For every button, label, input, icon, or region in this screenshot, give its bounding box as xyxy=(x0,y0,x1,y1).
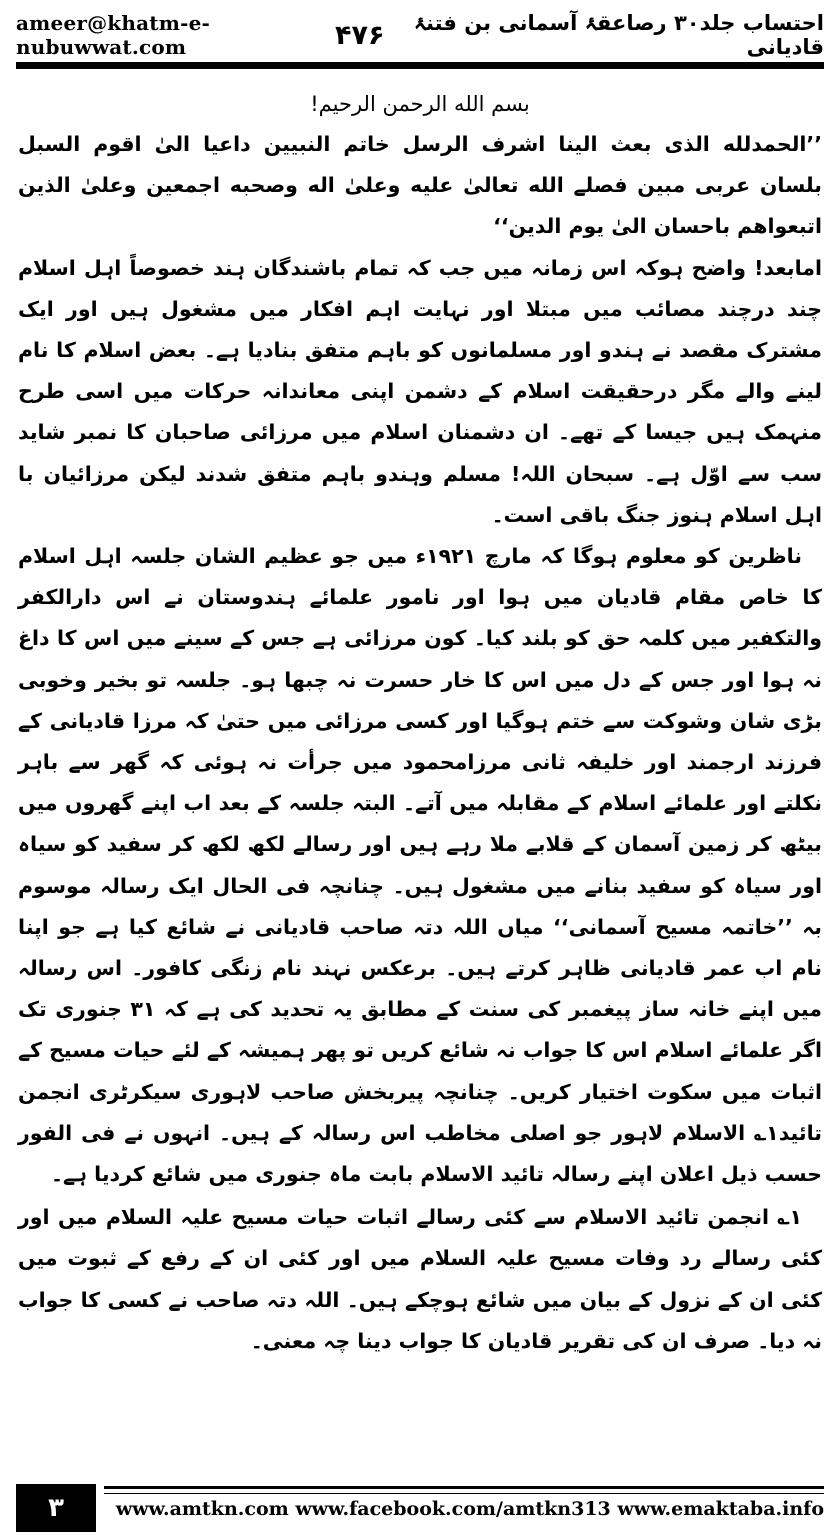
footer-links: www.amtkn.com www.facebook.com/amtkn313 www.emaktaba.info xyxy=(115,1498,824,1520)
page-body xyxy=(18,82,822,1362)
basmala: بسم الله الرحمن الرحیم! xyxy=(310,92,530,116)
header-rule xyxy=(16,62,824,69)
footer-rule-thick xyxy=(104,1486,824,1489)
footer-rule-thin xyxy=(104,1493,824,1494)
footer-page-number: ۳ xyxy=(16,1484,96,1532)
header-email: ameer@khatm-e-nubuwwat.com xyxy=(16,11,210,59)
header-title: احتساب جلد۳۰ رصاعقۂ آسمانی بن فتنۂ قادیانی xyxy=(413,11,824,59)
footnote: ۱؎ انجمن تائید الاسلام سے کئی رسالے اثبات حیات مسیح علیہ السلام میں اور کئی رسالے رد وفات مسیح علیہ السلام میں اور کئی ان کے رفع کے ثبوت میں کئی ان کے نزول کے بیان میں شائع ہوچکے ہیں۔ اللہ دتہ صاحب نے کسی کا جواب نہ دیا۔ صرف ان کی تقریر قادیان کا جواب دینا چہ معنی۔ xyxy=(18,1205,822,1353)
arabic-intro: ’’الحمدلله الذی بعث الینا اشرف الرسل خاتم النبیین داعیا الیٰ اقوم السبل بلسان عربی مبین فصلے الله تعالیٰ علیه وعلیٰ اله وصحبه اجمعین وعلیٰ الذین اتبعواهم باحسان الیٰ یوم الدین‘‘ xyxy=(18,132,822,239)
header-right xyxy=(335,11,824,59)
paragraph-1: امابعد! واضح ہوکہ اس زمانہ میں جب کہ تمام باشندگان ہند خصوصاً اہل اسلام چند درچند مصائب میں مبتلا اور نہایت اہم افکار میں مشغول ہیں اور ایک مشترک مقصد نے ہندو اور مسلمانوں کو باہم متفق بنادیا ہے۔ بعض اسلام کا نام لینے والے مگر درحقیقت اسلام کے دشمن اپنی معاندانہ حرکات میں اسی طرح منہمک ہیں جیسا کے تھے۔ ان دشمنان اسلام میں مرزائی صاحبان کا نمبر شاید سب سے اوّل ہے۔ سبحان اللہ! مسلم وہندو باہم متفق شدند لیکن مرزائیان با اہل اسلام ہنوز جنگ باقی است۔ xyxy=(18,255,822,527)
page-footer xyxy=(16,1484,824,1532)
paragraph-2: ناظرین کو معلوم ہوگا کہ مارچ ۱۹۲۱ء میں جو عظیم الشان جلسہ اہل اسلام کا خاص مقام قادیان میں ہوا اور نامور علمائے ہندوستان نے اس دارالکفر والتکفیر میں کلمہ حق کو بلند کیا۔ کون مرزائی ہے جس کے سینے میں اس کا داغ نہ ہوا اور جس کے دل میں اس کا خار حسرت نہ چبھا ہو۔ جلسہ تو بخیر وخوبی بڑی شان وشوکت سے ختم ہوگیا اور کسی مرزائی میں حتیٰ کہ مرزا قادیانی کے فرزند ارجمند اور خلیفہ ثانی مرزامحمود میں جرأت نہ ہوئی کہ گھر سے باہر نکلتے اور علمائے اسلام کے مقابلہ میں آتے۔ البتہ جلسہ کے بعد اب اپنے گھروں میں بیٹھ کر زمین آسمان کے قلابے ملا رہے ہیں اور رسالے لکھ لکھ کر سفید کو سیاہ اور سیاہ کو سفید بنانے میں مشغول ہیں۔ چنانچہ فی الحال ایک رسالہ موسوم بہ ’’خاتمہ مسیح آسمانی‘‘ میاں اللہ دتہ صاحب قادیانی نے شائع کیا ہے جو اپنا نام اب عمر قادیانی ظاہر کرتے ہیں۔ برعکس نہند نام زنگی کافور۔ اس رسالہ میں اپنے خانہ ساز پیغمبر کی سنت کے مطابق یہ تحدید کی ہے کہ ۳۱ جنوری تک اگر علمائے اسلام اس کا جواب نہ شائع کریں تو پھر ہمیشہ کے لئے حیات مسیح کے اثبات میں سکوت اختیار کریں۔ چنانچہ پیربخش صاحب لاہوری سیکرٹری انجمن تائید۱؎ الاسلام لاہور جو اصلی مخاطب اس رسالہ کے ہیں۔ انہوں نے فی الفور حسب ذیل اعلان اپنے رسالہ تائید الاسلام بابت ماہ جنوری میں شائع کردیا ہے۔ xyxy=(18,544,822,1187)
header-page-number: ۴۷۶ xyxy=(335,19,385,51)
page-header xyxy=(16,11,824,59)
